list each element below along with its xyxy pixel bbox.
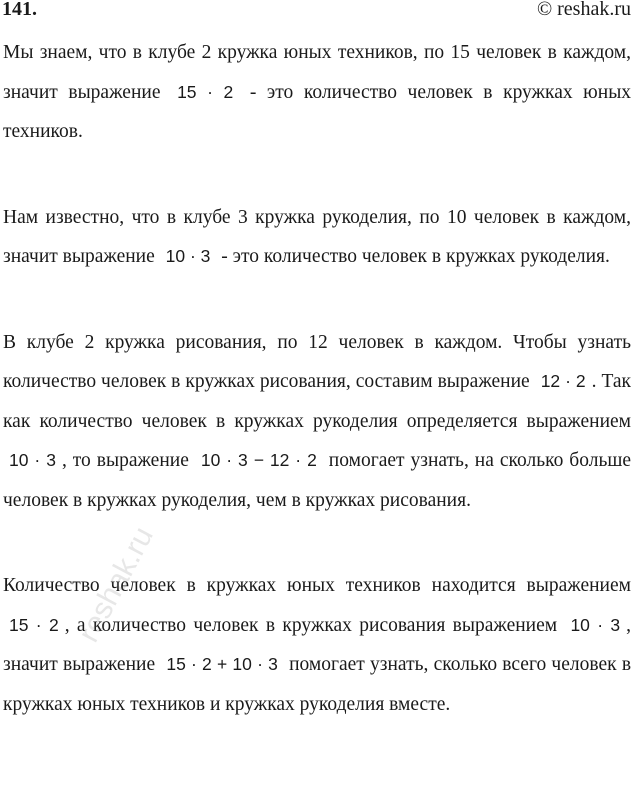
solution-text: [3, 33, 631, 724]
math-expression: 10 · 3: [9, 450, 56, 470]
text-segment: . Так как количество человек в кружках рукоделия определяется выражением: [3, 371, 631, 432]
text-segment: Количество человек в кружках юных техников находится выражением: [3, 575, 631, 596]
text-segment: Нам известно, что в клубе 3 кружка рукоделия, по 10 человек в каждом, значит выражение: [3, 206, 631, 267]
text-segment: помогает узнать, сколько всего человек в кружках юных техников и кружках рукоделия вместе.: [3, 654, 632, 715]
text-segment: , а количество человек в кружках рисования выражением: [64, 614, 558, 636]
watermark: reshak.ru: [72, 521, 160, 648]
math-expression: 15 · 2 + 10 · 3: [166, 654, 278, 674]
math-expression: 15 · 2: [9, 614, 59, 635]
text-segment: , значит выражение: [3, 614, 631, 675]
text-segment: , то выражение: [61, 450, 189, 471]
text-segment: помогает узнать, на сколько больше человек в кружках рукоделия, чем в кружках рисования.: [3, 450, 632, 511]
math-expression: 10 · 3 − 12 · 2: [200, 450, 317, 470]
math-expression: 10 · 3: [570, 614, 621, 635]
text-segment: Мы знаем, что в клубе 2 кружка юных техников, по 15 человек в каждом, значит выражение: [3, 42, 631, 103]
text-segment: В клубе 2 кружка рисования, по 12 человек в каждом. Чтобы узнать количество человек в кружках рисования, составим выражение: [3, 331, 631, 392]
text-segment: - это количество человек в кружках юных техников.: [3, 81, 632, 142]
task-number: 141.: [2, 0, 37, 20]
paragraph-3: [3, 323, 631, 521]
paragraph-2: [3, 198, 631, 277]
math-expression: 12 · 2: [540, 371, 586, 391]
math-expression: 10 · 3: [165, 246, 211, 266]
math-expression: 15 · 2: [177, 81, 234, 102]
page-header: [0, 0, 635, 22]
paragraph-1: [3, 33, 631, 152]
paragraph-4: [3, 566, 631, 724]
text-segment: - это количество человек в кружках рукоделия.: [221, 246, 610, 267]
site-label: © reshak.ru: [536, 0, 631, 20]
